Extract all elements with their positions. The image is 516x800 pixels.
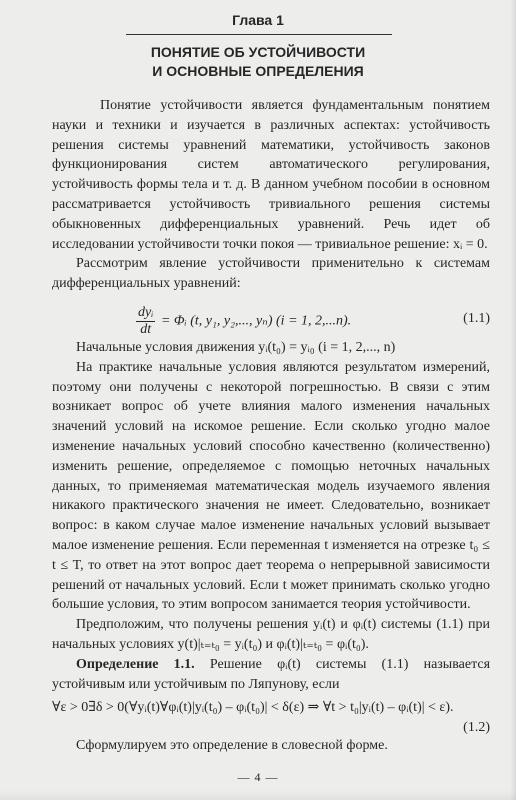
equation-1-1-rhs: = Φᵢ (t, y₁, y₂,..., yₙ) (i = 1, 2,...n).	[160, 313, 352, 329]
definition-label: Определение 1.1.	[76, 656, 195, 672]
paragraph-4: На практике начальные условия являются результатом измерений, поэтому они получены с некоторой погрешностью. В связи с этим возникает вопрос об учете влияния малого изменения начальных значений условий на искомое решение. Если сколько угодно малое изменение начальных условий способно качественно (количественно) изменить решение, определяемое с помощью неточных начальных данных, то применяемая математическая модель изучаемого явления никакого практического значения не имеет. Следовательно, возникает вопрос: в каком случае малое изменение начальных условий вызывает малое изменение решения. Если переменная t изменяется на отрезке t₀ ≤ t ≤ T, то ответ на этот вопрос дает теорема о непрерывной зависимости решений от начальных условий. Если t может принимать сколько угодно большие условия, то этим вопросом занимается теория устойчивости.	[52, 359, 490, 613]
fraction-numerator: dyᵢ	[138, 304, 154, 320]
paragraph-1: Понятие устойчивости является фундаментальным понятием науки и техники и изучается в различных аспектах: устойчивость решения системы уравнений математики, устойчивость законов функционирования систем автоматического регулирования, устойчивость формы тела и т. д. В данном учебном пособии в основном рассматривается устойчивость тривиального решения системы обыкновенных дифференциальных уравнений. Речь идет об исследовании устойчивости точки покоя — тривиальное решение: xᵢ = 0.	[52, 98, 490, 252]
equation-1-2-body: ∀ε > 0∃δ > 0(∀yᵢ(t)∀φᵢ(t)|yᵢ(t₀) – φᵢ(t₀)| < δ(ε) ⇒ ∀t > t₀|yᵢ(t) – φᵢ(t)| < ε).	[52, 700, 454, 716]
equation-1-1-number: (1.1)	[463, 310, 490, 326]
paragraph-3: Начальные условия движения yᵢ(t₀) = yᵢ₀ (i = 1, 2,..., n)	[76, 339, 396, 355]
page-number: — 4 —	[237, 770, 279, 784]
paragraph-6: Сформулируем это определение в словесной форме.	[76, 738, 388, 754]
scan-shadow-right	[510, 0, 516, 800]
fraction-denominator: dt	[140, 321, 152, 337]
title-line-1: ПОНЯТИЕ ОБ УСТОЙЧИВОСТИ	[150, 44, 366, 60]
body-text	[52, 96, 490, 756]
chapter-title	[0, 43, 516, 81]
chapter-label: Глава 1	[232, 12, 284, 28]
definition-text: Решение φᵢ(t) системы (1.1) называется устойчивым или устойчивым по Ляпунову, если	[52, 656, 491, 692]
derivative-fraction	[136, 305, 155, 338]
equation-1-1	[52, 298, 490, 336]
equation-1-1-body	[136, 305, 351, 338]
paragraph-2: Рассмотрим явление устойчивости применительно к системам дифференциальных уравнений:	[52, 256, 490, 292]
title-line-2: И ОСНОВНЫЕ ОПРЕДЕЛЕНИЯ	[152, 63, 364, 79]
definition-1-1	[52, 655, 490, 695]
scan-shadow-bottom	[0, 790, 516, 800]
paragraph-5: Предположим, что получены решения yᵢ(t) и φᵢ(t) системы (1.1) при начальных условиях y(t)|ₜ₌ₜ₀ = yᵢ(t₀) и φᵢ(t)|ₜ₌ₜ₀ = φᵢ(t₀).	[52, 617, 490, 652]
equation-1-2	[52, 696, 490, 736]
equation-1-2-number: (1.2)	[463, 720, 490, 736]
chapter-rule	[126, 34, 392, 35]
